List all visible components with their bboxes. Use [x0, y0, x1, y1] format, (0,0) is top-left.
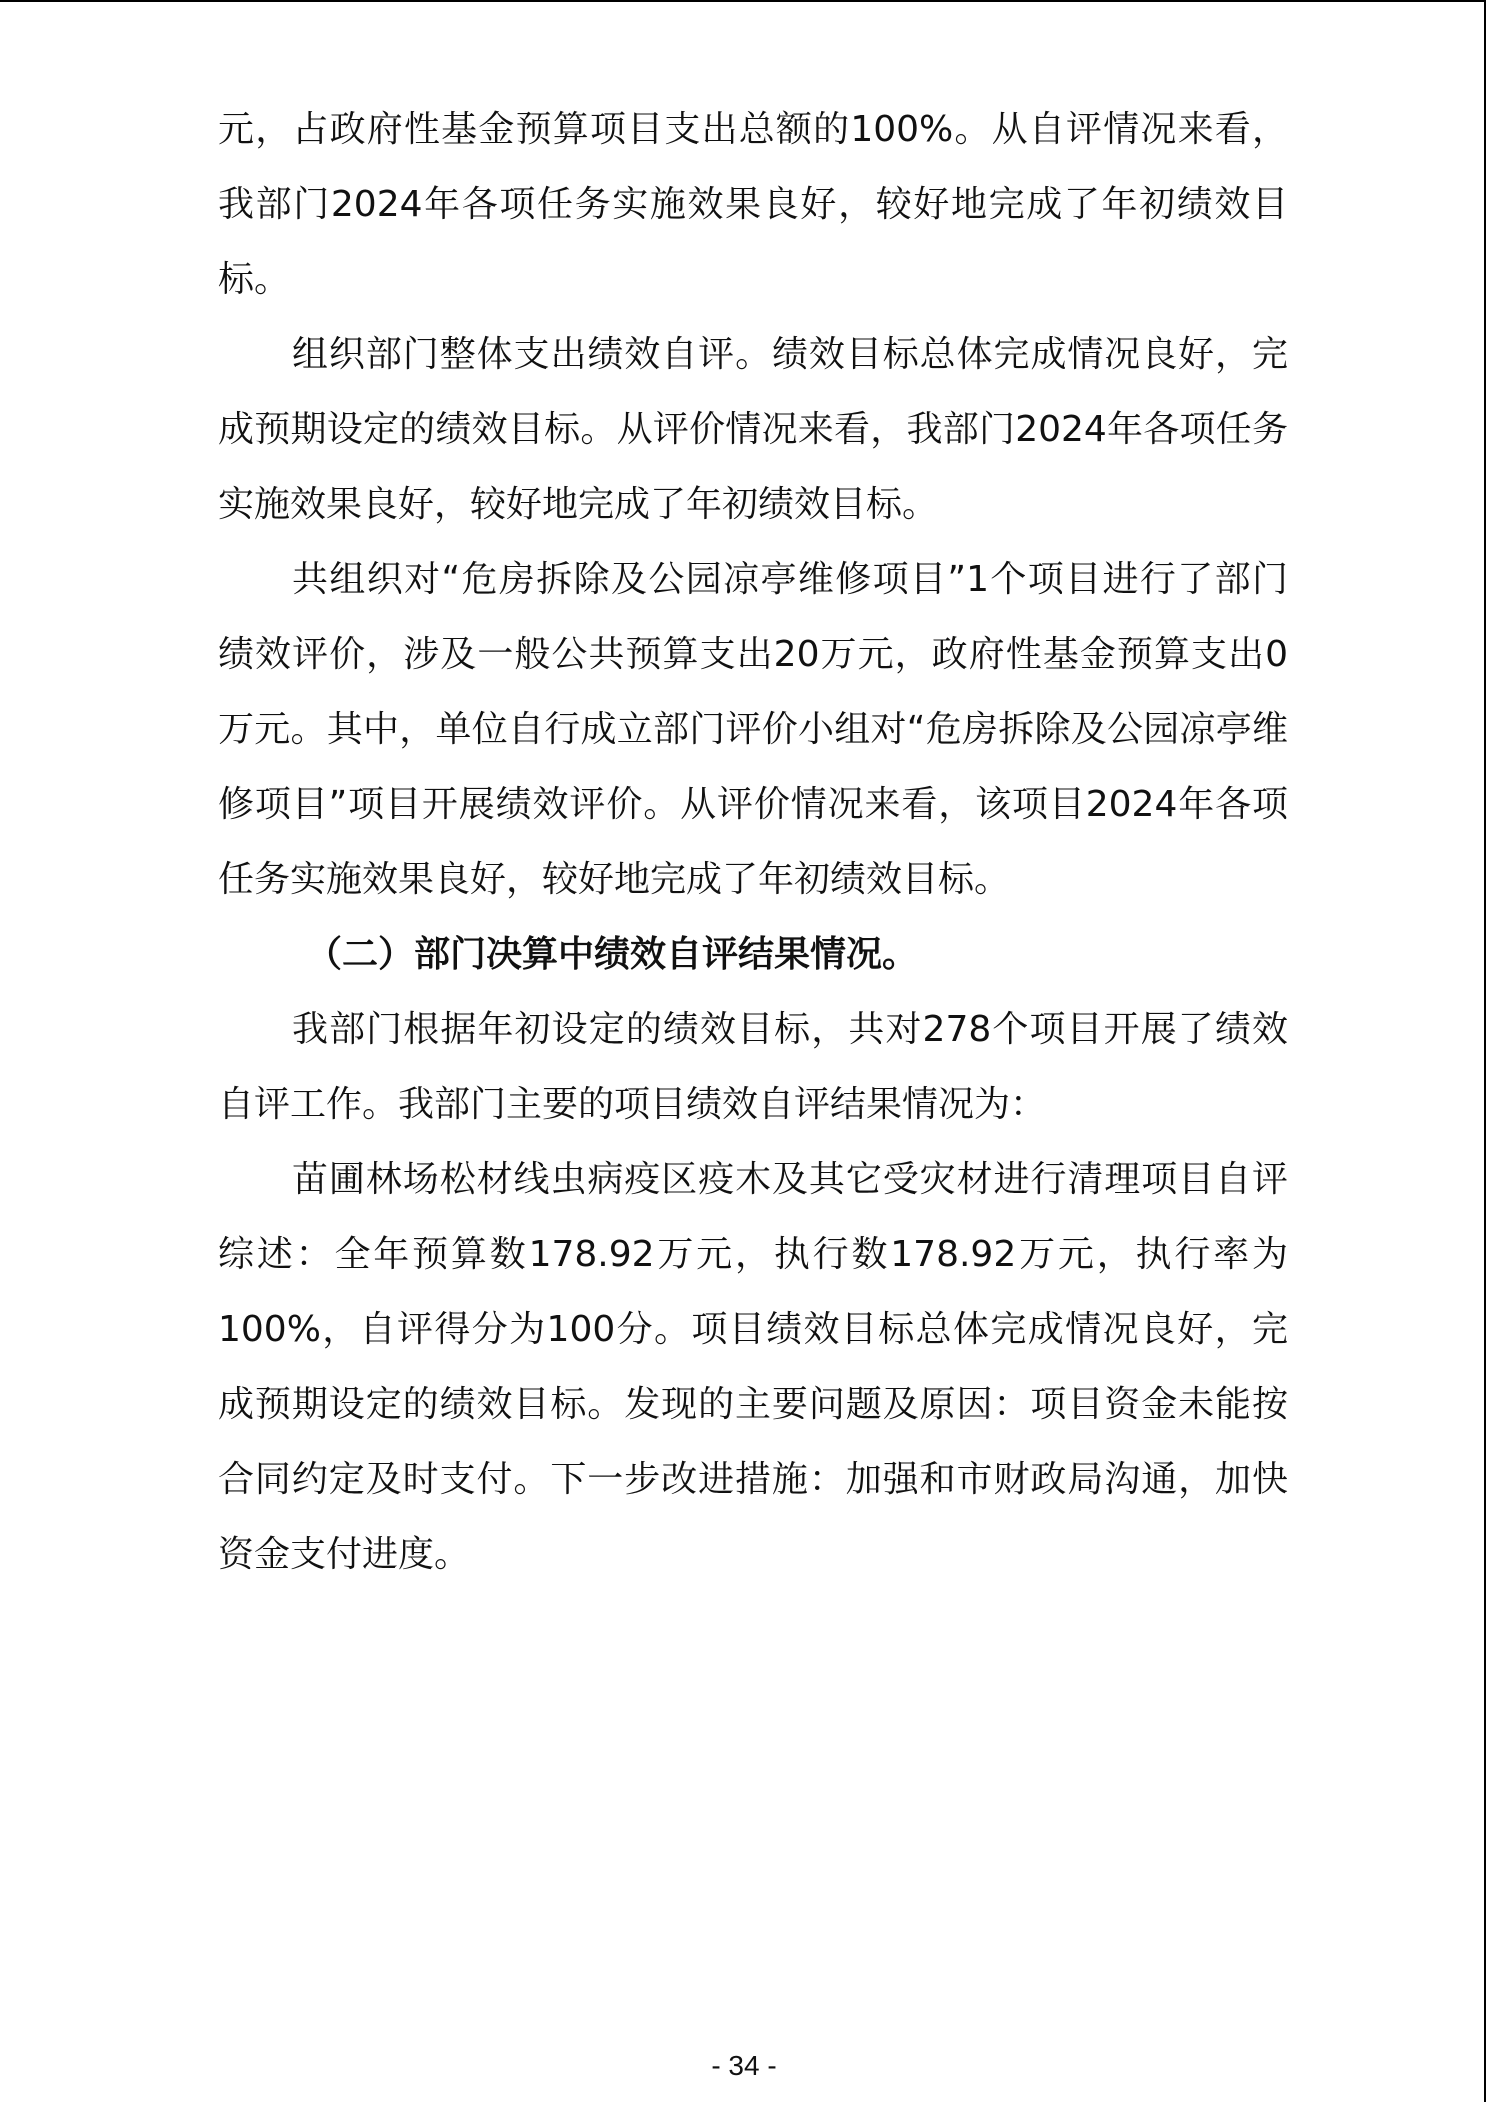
paragraph-self-evaluation-summary: 我部门根据年初设定的绩效目标，共对278个项目开展了绩效自评工作。我部门主要的项目绩效自评结果情况为：	[218, 1009, 1288, 1125]
paragraph-continuation: 元，占政府性基金预算项目支出总额的100%。从自评情况来看，我部门2024年各项任务实施效果良好，较好地完成了年初绩效目标。	[218, 109, 1288, 300]
section-heading: （二）部门决算中绩效自评结果情况。	[306, 934, 919, 975]
page-number: - 34 -	[711, 2050, 777, 2081]
paragraph-project-evaluation: 共组织对“危房拆除及公园凉亭维修项目”1个项目进行了部门绩效评价，涉及一般公共预算支出20万元，政府性基金预算支出0万元。其中，单位自行成立部门评价小组对“危房拆除及公园凉亭维修项目”项目开展绩效评价。从评价情况来看，该项目2024年各项任务实施效果良好，较好地完成了年初绩效目标。	[218, 559, 1288, 900]
paragraph-nursery-project-result: 苗圃林场松材线虫病疫区疫木及其它受灾材进行清理项目自评综述：全年预算数178.92万元，执行数178.92万元，执行率为100%，自评得分为100分。项目绩效目标总体完成情况良好，完成预期设定的绩效目标。发现的主要问题及原因：项目资金未能按合同约定及时支付。下一步改进措施：加强和市财政局沟通，加快资金支付进度。	[218, 1159, 1288, 1575]
paragraph-overall-self-evaluation: 组织部门整体支出绩效自评。绩效目标总体完成情况良好，完成预期设定的绩效目标。从评价情况来看，我部门2024年各项任务实施效果良好，较好地完成了年初绩效目标。	[218, 334, 1288, 525]
document-body	[218, 92, 1288, 1592]
